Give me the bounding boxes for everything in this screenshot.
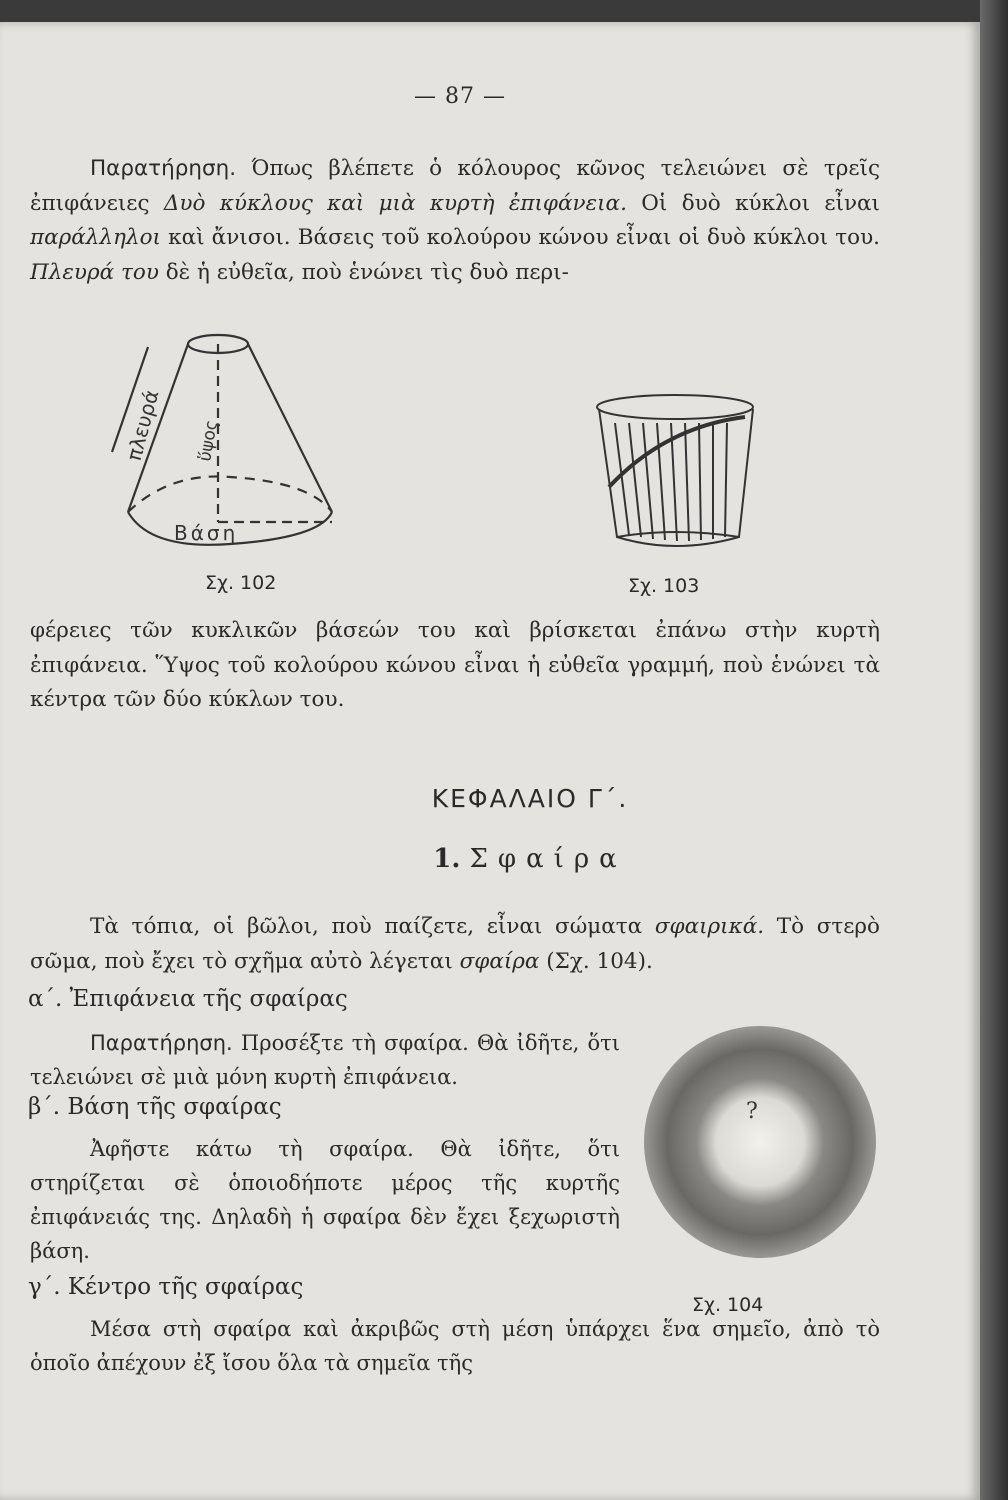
- observation-lead: Παρατήρηση.: [90, 156, 237, 181]
- paragraph-cone-continued: φέρειες τῶν κυκλικῶν βάσεών του καὶ βρίσκεται ἐπάνω στὴν κυρτὴ ἐπιφάνεια. Ὕψος τοῦ κολούρου κώνου εἶναι ἡ εὐθεῖα γραμμή, ποὺ ἑνώνει τὰ κέντρα τῶν δύο κύκλων του.: [30, 618, 880, 712]
- para3-emphasis2: σφαίρα: [459, 948, 540, 974]
- caption-fig-103: Σχ. 103: [628, 575, 700, 597]
- section-number: 1.: [433, 844, 461, 874]
- subheading-center: γ΄. Κέντρο τῆς σφαίρας: [28, 1274, 304, 1300]
- bucket-bottom-band: [617, 532, 739, 537]
- section-title: [250, 844, 810, 874]
- paragraph-surface: [30, 1026, 620, 1094]
- section-name: Σφαίρα: [469, 844, 627, 874]
- para1-emphasis2: παράλληλοι: [30, 225, 161, 250]
- page-edge-shadow: [980, 0, 1008, 1500]
- figure-frustum: [110, 312, 350, 572]
- para3-text3: (Σχ. 104).: [539, 948, 653, 974]
- caption-fig-104: Σχ. 104: [692, 1294, 764, 1316]
- page-number: — 87 —: [414, 84, 506, 109]
- paragraph-base: Ἀφῆστε κάτω τὴ σφαίρα. Θὰ ἰδῆτε, ὅτι στηρίζεται σὲ ὁποιοδήποτε μέρος τῆς κυρτῆς ἐπιφάνειάς της. Δηλαδὴ ἡ σφαίρα δὲν ἔχει ξεχωριστὴ βάση.: [30, 1137, 620, 1263]
- para3-text2: Τὸ στερὸ σῶμα, ποὺ ἔχει τὸ σχῆμα αὐτὸ λέγεται: [30, 914, 880, 974]
- para1-text2: Οἱ δυὸ κύκλοι εἶναι: [626, 190, 880, 216]
- frustum-base-back: [128, 476, 332, 512]
- bucket-stave: [657, 423, 665, 540]
- paragraph-center: Μέσα στὴ σφαίρα καὶ ἀκριβῶς στὴ μέση ὑπάρχει ἕνα σημεῖο, ἀπὸ τὸ ὁποῖο ἀπέχουν ἐξ ἴσου ὅλα τὰ σημεῖα τῆς: [30, 1317, 880, 1375]
- label-height: ὕψος: [195, 418, 223, 463]
- surface-text: Προσέξτε τὴ σφαίρα. Θὰ ἰδῆτε, ὅτι τελειώνει σὲ μιὰ μόνη κυρτὴ ἐπιφάνεια.: [30, 1031, 620, 1089]
- para1-text4: δὲ ἡ εὐθεῖα, ποὺ ἑνώνει τὶς δυὸ περι-: [158, 259, 569, 285]
- subheading-surface: α΄. Ἐπιφάνεια τῆς σφαίρας: [28, 986, 348, 1012]
- para3-emphasis1: σφαιρικά.: [654, 914, 765, 939]
- bucket-stave: [685, 423, 689, 541]
- para1-emphasis1: Δυὸ κύκλους καὶ μιὰ κυρτὴ ἐπιφάνεια.: [163, 190, 627, 216]
- para3-text1: Τὰ τόπια, οἱ βῶλοι, ποὺ παίζετε, εἶναι σώματα: [90, 914, 655, 939]
- paragraph-observation-cone: [30, 152, 880, 290]
- caption-fig-102: Σχ. 102: [205, 572, 277, 594]
- sphere-center-mark: ?: [746, 1099, 758, 1124]
- bucket-stave: [629, 423, 641, 537]
- subheading-base: β΄. Βάση τῆς σφαίρας: [28, 1094, 282, 1120]
- figure-bucket: [585, 387, 765, 567]
- label-side: πλευρά: [121, 387, 164, 464]
- figure-sphere: [640, 1022, 880, 1262]
- bucket-stave: [725, 423, 727, 537]
- para1-text3: καὶ ἄνισοι. Βάσεις τοῦ κολούρου κώνου εἶναι οἱ δυὸ κύκλοι του.: [160, 225, 880, 250]
- bucket-stave: [699, 423, 701, 540]
- sphere-body: [644, 1026, 876, 1258]
- bucket-rim: [597, 395, 753, 419]
- chapter-title: ΚΕΦΑΛΑΙΟ Γ΄.: [431, 784, 629, 813]
- para1-text1: Όπως βλέπετε ὁ κόλουρος κῶνος τελειώνει σὲ τρεῖς ἐπιφάνειες: [30, 156, 880, 216]
- paragraph-sphere-intro: [30, 910, 880, 979]
- surface-lead: Παρατήρηση.: [90, 1031, 233, 1055]
- bucket-stave: [643, 423, 653, 539]
- frustum-right-side: [248, 344, 332, 512]
- book-page: [0, 22, 980, 1500]
- para1-emphasis3: Πλευρά του: [30, 259, 159, 285]
- label-base: Βάση: [174, 521, 239, 545]
